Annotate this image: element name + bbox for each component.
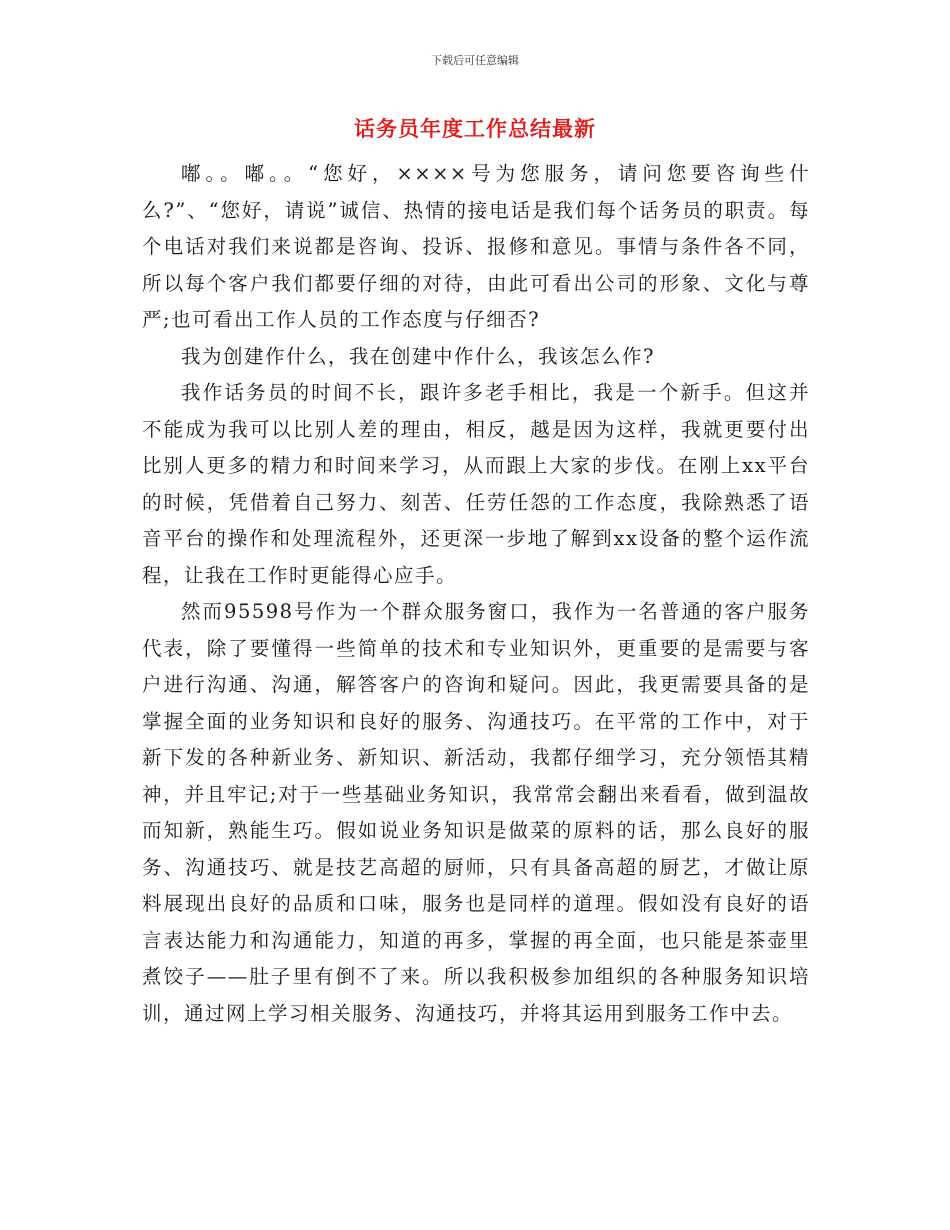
- paragraph-4: 然而95598号作为一个群众服务窗口，我作为一名普通的客户服务代表，除了要懂得一些简单的技术和专业知识外，更重要的是需要与客户进行沟通、沟通，解答客户的咨询和疑问。因此，我更需要具备的是掌握全面的业务知识和良好的服务、沟通技巧。在平常的工作中，对于新下发的各种新业务、新知识、新活动，我都仔细学习，充分领悟其精神，并且牢记;对于一些基础业务知识，我常常会翻出来看看，做到温故而知新，熟能生巧。假如说业务知识是做菜的原料的话，那么良好的服务、沟通技巧、就是技艺高超的厨师，只有具备高超的厨艺，才做让原料展现出良好的品质和口味，服务也是同样的道理。假如没有良好的语言表达能力和沟通能力，知道的再多，掌握的再全面，也只能是茶壶里煮饺子——肚子里有倒不了来。所以我积极参加组织的各种服务知识培训，通过网上学习相关服务、沟通技巧，并将其运用到服务工作中去。: [142, 600, 810, 1025]
- paragraph-1: 嘟。。嘟。。“您好，××××号为您服务，请问您要咨询些什么?”、“您好，请说”诚信、热情的接电话是我们每个话务员的职责。每个电话对我们来说都是咨询、投诉、报修和意见。事情与条件各不同，所以每个客户我们都要仔细的对待，由此可看出公司的形象、文化与尊严;也可看出工作人员的工作态度与仔细否?: [142, 162, 810, 331]
- document-title: 话务员年度工作总结最新: [354, 117, 596, 141]
- paragraph-2: 我为创建作什么，我在创建中作什么，我该怎么作?: [181, 344, 655, 368]
- paragraph-3: 我作话务员的时间不长，跟许多老手相比，我是一个新手。但这并不能成为我可以比别人差的理由，相反，越是因为这样，我就更要付出比别人更多的精力和时间来学习，从而跟上大家的步伐。在刚上xx平台的时候，凭借着自己努力、刻苦、任劳任怨的工作态度，我除熟悉了语音平台的操作和处理流程外，还更深一步地了解到xx设备的整个运作流程，让我在工作时更能得心应手。: [142, 381, 810, 587]
- document-body: [142, 156, 810, 1032]
- header-note: 下载后可任意编辑: [431, 54, 519, 67]
